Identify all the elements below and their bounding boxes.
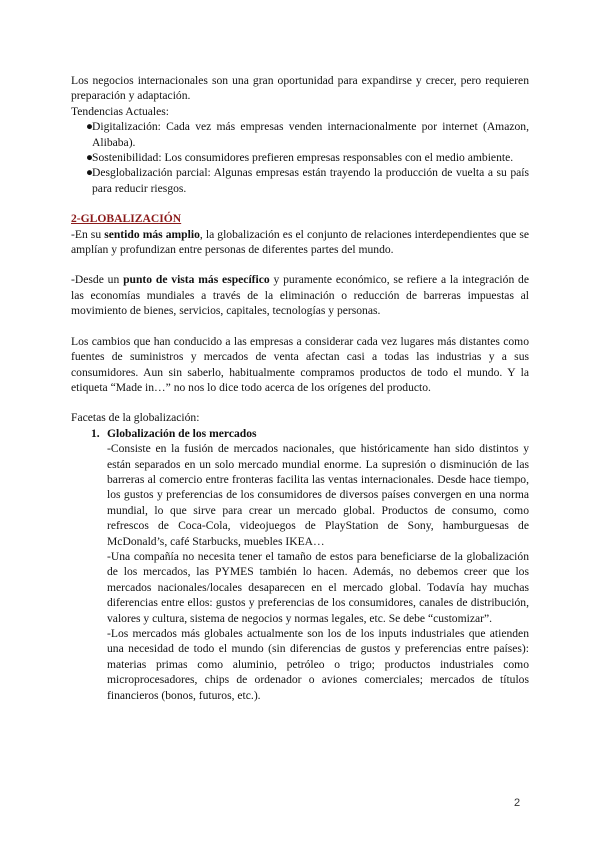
document-page xyxy=(71,73,529,703)
facets-label: Facetas de la globalización: xyxy=(71,411,200,425)
bullet-icon: ● xyxy=(86,120,94,134)
trend-text: Sostenibilidad: Los consumidores prefieren empresas responsables con el medio ambiente. xyxy=(92,151,514,165)
page-number: 2 xyxy=(514,797,521,809)
definition-broad xyxy=(71,227,529,258)
definition-broad-rest: , la globalización es el conjunto de relaciones interdependientes que se amplían y profundizan entre personas de diferentes partes del mundo. xyxy=(71,227,529,257)
bullet-icon: ● xyxy=(86,166,94,180)
facet-paragraph-1: -Consiste en la fusión de mercados nacionales, que históricamente han sido distintos y están separados en un solo mercado mundial enorme. La supresión o disminución de las barreras al comercio entre fronteras facilita las ventas internacionales. Desde hace tiempo, los gustos y preferencias de los consumidores de diversos países convergen en una norma mundial, lo que sirve para crear un mercado global. Productos de consumo, como refrescos de Coca-Cola, videojuegos de PlayStation de Sony, hamburguesas de McDonald’s, café Starbucks, muebles IKEA… xyxy=(107,442,529,548)
section-heading: 2-GLOBALIZACIÓN xyxy=(71,212,182,226)
definition-specific-bold: punto de vista más específico xyxy=(123,273,270,287)
definition-specific-rest: y puramente económico, se refiere a la integración de las economías mundiales a través de la eliminación o reducción de barreras impuestas al movimiento de bienes, servicios, capitales, tecnologías y personas. xyxy=(71,273,529,318)
definition-broad-bold: sentido más amplio xyxy=(104,227,200,241)
definition-specific xyxy=(71,272,529,318)
facet-heading xyxy=(71,426,529,441)
facet-paragraph-2: -Una compañía no necesita tener el tamaño de estos para beneficiarse de la globalización de los mercados, las PYMES también lo hacen. Además, no debemos creer que los mercados nacionales/locales desaparecen en el mercado global. Todavía hay muchas diferencias entre ellos: gustos y preferencias de los consumidores, canales de distribución, valores y cultura, sistema de negocios y normas legales, etc. Se debe “customizar”. xyxy=(107,549,529,625)
definition-broad-prefix: -En su xyxy=(71,227,105,241)
list-item xyxy=(71,119,529,150)
trend-text: Desglobalización parcial: Algunas empresas están trayendo la producción de vuelta a su país para reducir riesgos. xyxy=(92,166,529,195)
trends-label: Tendencias Actuales: xyxy=(71,104,170,118)
intro-conclusion: Los negocios internacionales son una gran oportunidad para expandirse y crecer, pero requieren preparación y adaptación. xyxy=(71,74,529,103)
list-item xyxy=(71,165,529,196)
trend-text: Digitalización: Cada vez más empresas venden internacionalmente por internet (Amazon, Alibaba). xyxy=(92,120,529,149)
changes-paragraph: Los cambios que han conducido a las empresas a considerar cada vez lugares más distantes como fuentes de suministros y mercados de venta afectan casi a todas las industrias y a sus consumidores. Aun sin saberlo, habitualmente compramos productos de todo el mundo. Y la etiqueta “Made in…” no nos lo dice todo acerca de los orígenes del producto. xyxy=(71,334,529,394)
trends-list xyxy=(71,119,529,196)
definition-specific-prefix: -Desde un xyxy=(71,273,124,287)
bullet-icon: ● xyxy=(86,151,94,165)
list-item xyxy=(71,150,529,165)
facet-title: Globalización de los mercados xyxy=(107,426,257,440)
facet-number: 1. xyxy=(91,426,100,440)
facet-paragraph-3: -Los mercados más globales actualmente son los de los inputs industriales que atienden una necesidad de todo el mundo (sin diferencias de gustos y preferencias entre países): materias primas como aluminio, petróleo o trigo; productos industriales como microprocesadores, chips de ordenador o aviones comerciales; mercados de títulos financieros (bonos, futuros, etc.). xyxy=(107,627,529,702)
